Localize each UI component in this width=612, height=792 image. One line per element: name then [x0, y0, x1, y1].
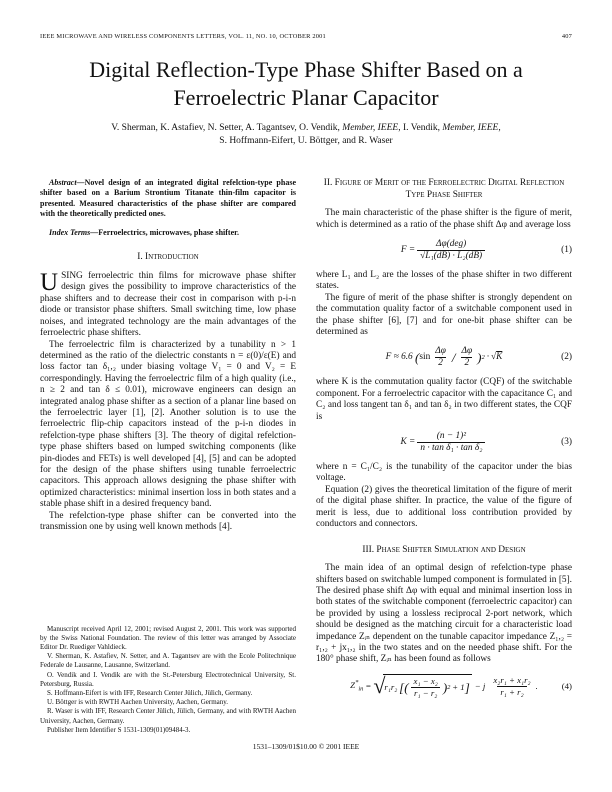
eq4-lhs: [350, 677, 363, 695]
eq1-radicand: L₁(dB) · L₂(dB): [425, 251, 483, 261]
equation-number: (3): [561, 437, 572, 448]
footnote-line: S. Hoffmann-Eifert is with IFF, Research Center Jülich, Jülich, Germany.: [47, 688, 253, 697]
running-header: [40, 33, 572, 40]
eq4-fraction1: [411, 676, 441, 699]
left-column: [40, 172, 296, 737]
eq1-lhs: F =: [400, 245, 416, 255]
paper-title-line1: Digital Reflection-Type Phase Shifter Based on a: [89, 57, 523, 82]
equation-number: (2): [561, 352, 572, 363]
author-names: ,: [498, 123, 501, 133]
eq2-f2-den: 2: [461, 357, 472, 369]
paragraph: Equation (2) gives the theoretical limitation of the figure of merit of the digital phase shifter. In practice, the value of the figure of merit is less, due to additional loss contribution provided by conductors and connectors.: [316, 484, 572, 530]
close-paren: ): [442, 679, 448, 695]
eq4-z: Z: [350, 680, 356, 691]
eq2-lhs: F ≈ 6.6: [385, 352, 413, 363]
paper-title-line2: Ferroelectric Planar Capacitor: [173, 85, 439, 110]
paragraph: The main characteristic of the phase shifter is the figure of merit, which is determined as a ratio of the phase shift Δφ and average loss: [316, 208, 572, 230]
eq4-f1-den: r₁ − r₂: [411, 687, 440, 699]
eq1-denominator: [417, 250, 485, 262]
paragraph: The figure of merit of the phase shifter is strongly dependent on the commutation quality factor of a switchable component used in the phase shifter [6], [7] and for one-bit phase shifter can be determined as: [316, 292, 572, 338]
paragraph: [40, 271, 296, 339]
right-column: [316, 172, 572, 737]
open-bracket: [: [399, 679, 405, 695]
eq2-exponent: 2: [481, 354, 485, 362]
eq1-numerator: Δφ(deg): [436, 239, 467, 249]
footnote-block: [40, 625, 296, 735]
eq4-plus-one: + 1: [452, 681, 465, 692]
eq3-numerator: (n − 1)²: [436, 431, 466, 442]
equals-sign: =: [365, 680, 372, 691]
radical-sign: √: [491, 352, 497, 363]
equation-3: [316, 431, 572, 454]
division-slash: /: [451, 350, 456, 366]
eq2-f1-num: Δφ: [435, 346, 446, 357]
open-paren: (: [404, 679, 409, 695]
eq2-f1-den: 2: [435, 357, 446, 369]
page-number: 407: [561, 33, 572, 40]
eq4-exponent: 2: [447, 683, 451, 691]
eq4-f2-num: x₂r₁ + x₁r₂: [493, 674, 531, 685]
equation-4: $Z^*_{in}$ = √ r₁r₂ [ ( $\frac{\text{x₁ − x₂}}{\text{r₁ − r₂}}$ ) 2 + 1 ] − j $\frac{\text{x₂r₁ + x₁r₂}}{\text{r₁ + r₂}}$ . (4): [350, 673, 572, 699]
index-terms: [40, 228, 296, 238]
paragraph: The main idea of an optimal design of refelction-type phase shifters based on switchable lumped component is formulated in [5]. The desired phase shift Δφ with equal and minimal insertion loss in both states of the switchable component (ferroelectric capacitor) can be provided by using a lossless reciprocal 2-port network, which should be designed as the matching circuit for a characteristic load impedance Zᵢₙ dependent on the tunable capacitor impedance Z₁,₂ = r₁,₂ + jx₁,₂ in the two states and on the needed phase shift. For the 180° phase shift, Zᵢₙ has been found as follows: [316, 563, 572, 665]
eq2-fraction2: [458, 346, 475, 369]
member-ieee: Member, IEEE: [342, 123, 399, 133]
index-terms-label: Index Terms—: [49, 228, 99, 238]
two-column-body: [40, 172, 572, 737]
period: .: [535, 680, 538, 691]
eq4-sub-in: in: [358, 686, 364, 694]
eq4-f1-num: x₁ − x₂: [413, 675, 438, 686]
author-names: , I. Vendik,: [398, 123, 443, 133]
eq4-f2-den: r₁ + r₂: [497, 686, 526, 698]
open-paren: (: [415, 350, 420, 366]
footnote-line: O. Vendik and I. Vendik are with the St.-Petersburg Electrotechnical University, St. Petersburg, Russia.: [40, 670, 296, 688]
eq4-minus-j: − j: [474, 680, 486, 691]
paragraph: where K is the commutation quality factor (CQF) of the switchable component. For a ferroelectric capacitor with the capacitance C₁ and C₂ and loss tangent tan δ₁ and tan δ₂ in two different states, the CQF is: [316, 377, 572, 422]
eq3-fraction: [417, 431, 485, 454]
paragraph-text: SING ferroelectric thin films for microwave phase shifter design gives the possibility to improve characteristics of the phase shifters and to decrease their cost in comparison with p-i-n diode or transistor phase shifters. Small switching time, low phase noises, and integrated technology are the main advantages of the ferroelectric phase shifters.: [40, 271, 296, 339]
eq2-radicand: K: [496, 352, 503, 363]
close-paren: ): [477, 350, 482, 366]
eq4-fraction2: [490, 675, 533, 698]
author-names: V. Sherman, K. Astafiev, N. Setter, A. Tagantsev, O. Vendik,: [111, 123, 343, 133]
footnote-line: U. Böttger is with RWTH Aachen University, Aachen, Germany.: [47, 698, 229, 707]
eq4-star: *: [355, 679, 359, 687]
abstract: [40, 178, 296, 219]
eq3-lhs: K =: [400, 437, 416, 448]
multiplication-dot: ·: [486, 352, 490, 363]
sin-function: sin: [419, 352, 431, 363]
section-heading-simulation-design: III. Phase Shifter Simulation and Design: [362, 544, 526, 555]
footnote-line: R. Waser is with IFF, Research Center Jülich, Jülich, Germany, and with RWTH Aachen University, Aachen, Germany.: [40, 707, 296, 725]
eq3-denominator: n · tan δ₁ · tan δ₂: [417, 442, 485, 454]
authors-block: [30, 122, 582, 148]
eq4-r1r2: r₁r₂: [384, 681, 398, 692]
paragraph: The ferroelectric film is characterized by a tunability n > 1 determined as the ratio of the dielectric constants n = ε(0)/ε(E) and loss factor tan δ₁,₂ under biasing voltage V₁ = 0 and V₂ = E correspondingly. Having the ferroelectric film of a high quality (i.e., n ≥ 2 and tan δ ≤ 0.01), microwave engineers can design an integrated analog phase shifter as a section of a planar line based on the ferroelectric layer [1], [2]. Another solution is to use the ferroelectric flip-chip capacitors instead of the p-i-n diodes in refelction-type phase shifters [3]. The theory of digital refelction-type phase shifters based on lumped switching components (like pin-diodes and FETs) is well developed [4], [5] and can be adopted for the design of the phase shifters using tunable ferroelectric capacitors. This approach allows designing the phase shifter with optimized characteristics: minimal insertion loss in both states and a stable phase shift in a desired frequency band.: [40, 339, 296, 510]
eq4-radicand: [383, 674, 471, 699]
drop-cap: U: [40, 269, 59, 297]
paper-title: [30, 56, 582, 112]
footnote-line: V. Sherman, K. Astafiev, N. Setter, and A. Tagantsev are with the Ecole Politechnique Federale de Lausanne, Lausanne, Switzerland.: [40, 652, 296, 670]
equation-2: [316, 346, 572, 369]
equation-number: (1): [561, 245, 572, 255]
authors-line2: S. Hoffmann-Eifert, U. Böttger, and R. Waser: [219, 136, 393, 146]
member-ieee: Member, IEEE: [442, 123, 499, 133]
radical-sign: √: [420, 251, 426, 261]
abstract-text: Novel design of an integrated digital refelction-type phase shifter based on a Barium Strontium Titanate thin-film capacitor is presented. Measured characteristics of the phase shifter are compared with the theoretically predicted ones.: [40, 178, 296, 218]
journal-name: IEEE MICROWAVE AND WIRELESS COMPONENTS LETTERS, VOL. 11, NO. 10, OCTOBER 2001: [40, 33, 326, 40]
equation-1: [316, 239, 572, 262]
section-heading-figure-of-merit: II. Figure of Merit of the Ferroelectric Digital Reflection Type Phase Shifter: [323, 178, 565, 200]
paragraph: The refelction-type phase shifter can be converted into the transmission one by using well known methods [4].: [40, 510, 296, 533]
equation-number: (4): [561, 680, 572, 691]
eq2-f2-num: Δφ: [461, 346, 473, 357]
paragraph: where n = C₁/C₂ is the tunability of the capacitor under the bias voltage.: [316, 462, 572, 484]
close-bracket: ]: [464, 679, 470, 695]
paragraph: where L₁ and L₂ are the losses of the phase shifter in two different states.: [316, 270, 572, 292]
abstract-label: Abstract—: [49, 178, 85, 187]
copyright-footer: 1531–1309/01$10.00 © 2001 IEEE: [252, 742, 360, 751]
authors-line1: [30, 122, 582, 135]
index-terms-text: Ferroelectrics, microwaves, phase shifter.: [98, 228, 239, 238]
section-heading-introduction: I. Introduction: [137, 252, 199, 263]
footnote-line: Manuscript received April 12, 2001; revised August 2, 2001. This work was supported by the Swiss National Foundation. The review of this letter was arranged by Associate Editor Dr. Ruediger Vahldieck.: [40, 624, 296, 651]
footnote-line: Publisher Item Identifier S 1531-1309(01)09484-3.: [47, 725, 191, 734]
eq2-fraction1: [432, 346, 449, 369]
eq1-fraction: [417, 239, 485, 262]
